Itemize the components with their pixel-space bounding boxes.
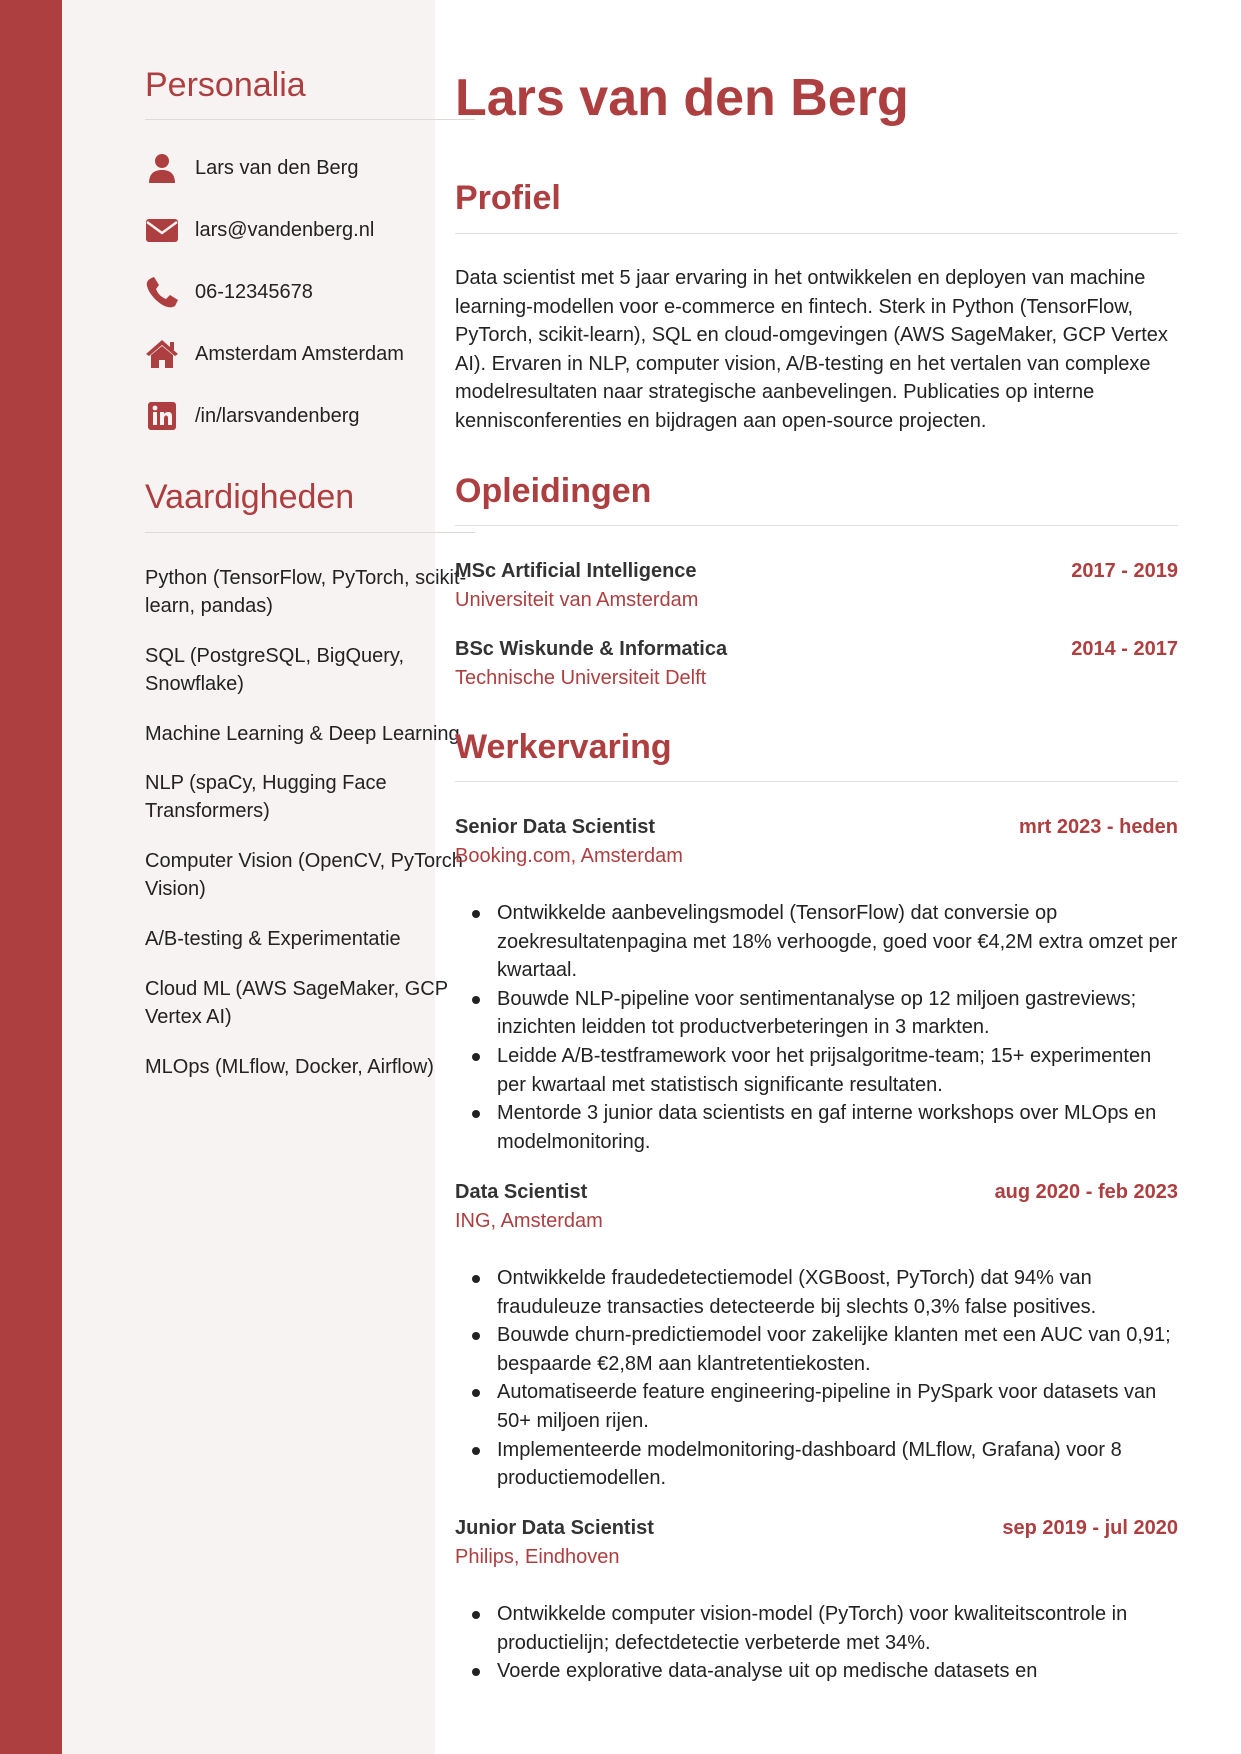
work-heading: Werkervaring	[455, 728, 672, 766]
job-bullets	[455, 1600, 1178, 1686]
education-institution: Universiteit van Amsterdam	[455, 589, 699, 611]
education-date: 2014 - 2017	[1071, 638, 1178, 660]
contact-address-text: Amsterdam Amsterdam	[195, 343, 404, 365]
job-bullet: Ontwikkelde computer vision-model (PyTorch) voor kwaliteitscontrole in productielijn; defectdetectie verbeterde met 34%.	[455, 1600, 1178, 1657]
profile-heading: Profiel	[455, 179, 561, 217]
skill-item: SQL (PostgreSQL, BigQuery, Snowflake)	[145, 645, 404, 695]
profile-text: Data scientist met 5 jaar ervaring in het ontwikkelen en deployen van machine learning-modellen voor e-commerce en fintech. Sterk in Python (TensorFlow, PyTorch, scikit-learn), SQL en cloud-omgevingen (AWS SageMaker, GCP Vertex AI). Ervaren in NLP, computer vision, A/B-testing en het vertalen van complexe modelresultaten naar strategische aanbevelingen. Publicaties op interne kennisconferenties en bijdragen aan open-source projecten.	[455, 267, 1168, 432]
job-company: Booking.com, Amsterdam	[455, 845, 683, 867]
job-bullet: Leidde A/B-testframework voor het prijsalgoritme-team; 15+ experimenten per kwartaal met statistisch significante resultaten.	[455, 1042, 1178, 1099]
job-bullet: Ontwikkelde fraudedetectiemodel (XGBoost, PyTorch) dat 94% van frauduleuze transacties detecteerde bij slechts 0,3% false positives.	[455, 1264, 1178, 1321]
job-bullet: Bouwde NLP-pipeline voor sentimentanalyse op 12 miljoen gastreviews; inzichten leidden tot productverbeteringen in 3 markten.	[455, 985, 1178, 1042]
job-bullet: Implementeerde modelmonitoring-dashboard (MLflow, Grafana) voor 8 productiemodellen.	[455, 1436, 1178, 1493]
contact-name	[145, 148, 475, 188]
skill-item: NLP (spaCy, Hugging Face Transformers)	[145, 772, 387, 822]
job-bullets	[455, 899, 1178, 1156]
contact-phone[interactable]	[145, 272, 475, 312]
job-company: ING, Amsterdam	[455, 1210, 603, 1232]
skill-item: Cloud ML (AWS SageMaker, GCP Vertex AI)	[145, 978, 448, 1028]
job-bullets	[455, 1264, 1178, 1493]
job-bullet: Ontwikkelde aanbevelingsmodel (TensorFlow) dat conversie op zoekresultatenpagina met 18% verhoogde, goed voor €4,2M extra omzet per kwartaal.	[455, 899, 1178, 985]
sidebar	[62, 0, 467, 1754]
contact-email-text[interactable]: lars@vandenberg.nl	[195, 219, 375, 241]
job-bullet: Automatiseerde feature engineering-pipeline in PySpark voor datasets van 50+ miljoen rijen.	[455, 1378, 1178, 1435]
candidate-name: Lars van den Berg	[455, 69, 909, 127]
home-icon	[145, 337, 179, 371]
contact-address	[145, 334, 475, 374]
contact-linkedin[interactable]	[145, 396, 475, 436]
job-bullet: Voerde explorative data-analyse uit op medische datasets en	[455, 1657, 1178, 1686]
job-date: sep 2019 - jul 2020	[1002, 1517, 1178, 1539]
contact-name-text: Lars van den Berg	[195, 157, 359, 179]
education-divider	[455, 525, 1178, 526]
personal-heading: Personalia	[145, 66, 306, 104]
job-title: Junior Data Scientist	[455, 1517, 654, 1539]
skill-item: Machine Learning & Deep Learning	[145, 723, 460, 745]
education-title: BSc Wiskunde & Informatica	[455, 638, 728, 660]
contact-phone-text[interactable]: 06-12345678	[195, 281, 313, 303]
job-date: aug 2020 - feb 2023	[994, 1181, 1178, 1203]
contact-linkedin-text[interactable]: /in/larsvandenberg	[195, 405, 360, 427]
linkedin-icon	[145, 399, 179, 433]
work-divider	[455, 781, 1178, 782]
accent-stripe	[0, 0, 62, 1754]
skill-item: MLOps (MLflow, Docker, Airflow)	[145, 1056, 434, 1078]
profile-divider	[455, 233, 1178, 234]
personal-divider	[145, 119, 475, 120]
job-title: Senior Data Scientist	[455, 816, 656, 838]
job-title: Data Scientist	[455, 1181, 588, 1203]
job-date: mrt 2023 - heden	[1019, 816, 1178, 838]
skills-heading: Vaardigheden	[145, 478, 355, 516]
education-date: 2017 - 2019	[1071, 560, 1178, 582]
phone-icon	[145, 275, 179, 309]
contact-email[interactable]	[145, 210, 475, 250]
education-institution: Technische Universiteit Delft	[455, 667, 707, 689]
education-heading: Opleidingen	[455, 472, 652, 510]
skill-item: Computer Vision (OpenCV, PyTorch Vision)	[145, 850, 463, 900]
skill-item: A/B-testing & Experimentatie	[145, 928, 401, 950]
job-bullet: Mentorde 3 junior data scientists en gaf interne workshops over MLOps en modelmonitoring.	[455, 1099, 1178, 1156]
job-bullet: Bouwde churn-predictiemodel voor zakelijke klanten met een AUC van 0,91; bespaarde €2,8M aan klantretentiekosten.	[455, 1321, 1178, 1378]
education-title: MSc Artificial Intelligence	[455, 560, 697, 582]
envelope-icon	[145, 213, 179, 247]
skill-item: Python (TensorFlow, PyTorch, scikit-learn, pandas)	[145, 567, 467, 617]
user-icon	[145, 151, 179, 185]
job-company: Philips, Eindhoven	[455, 1546, 620, 1568]
skills-divider	[145, 532, 475, 533]
